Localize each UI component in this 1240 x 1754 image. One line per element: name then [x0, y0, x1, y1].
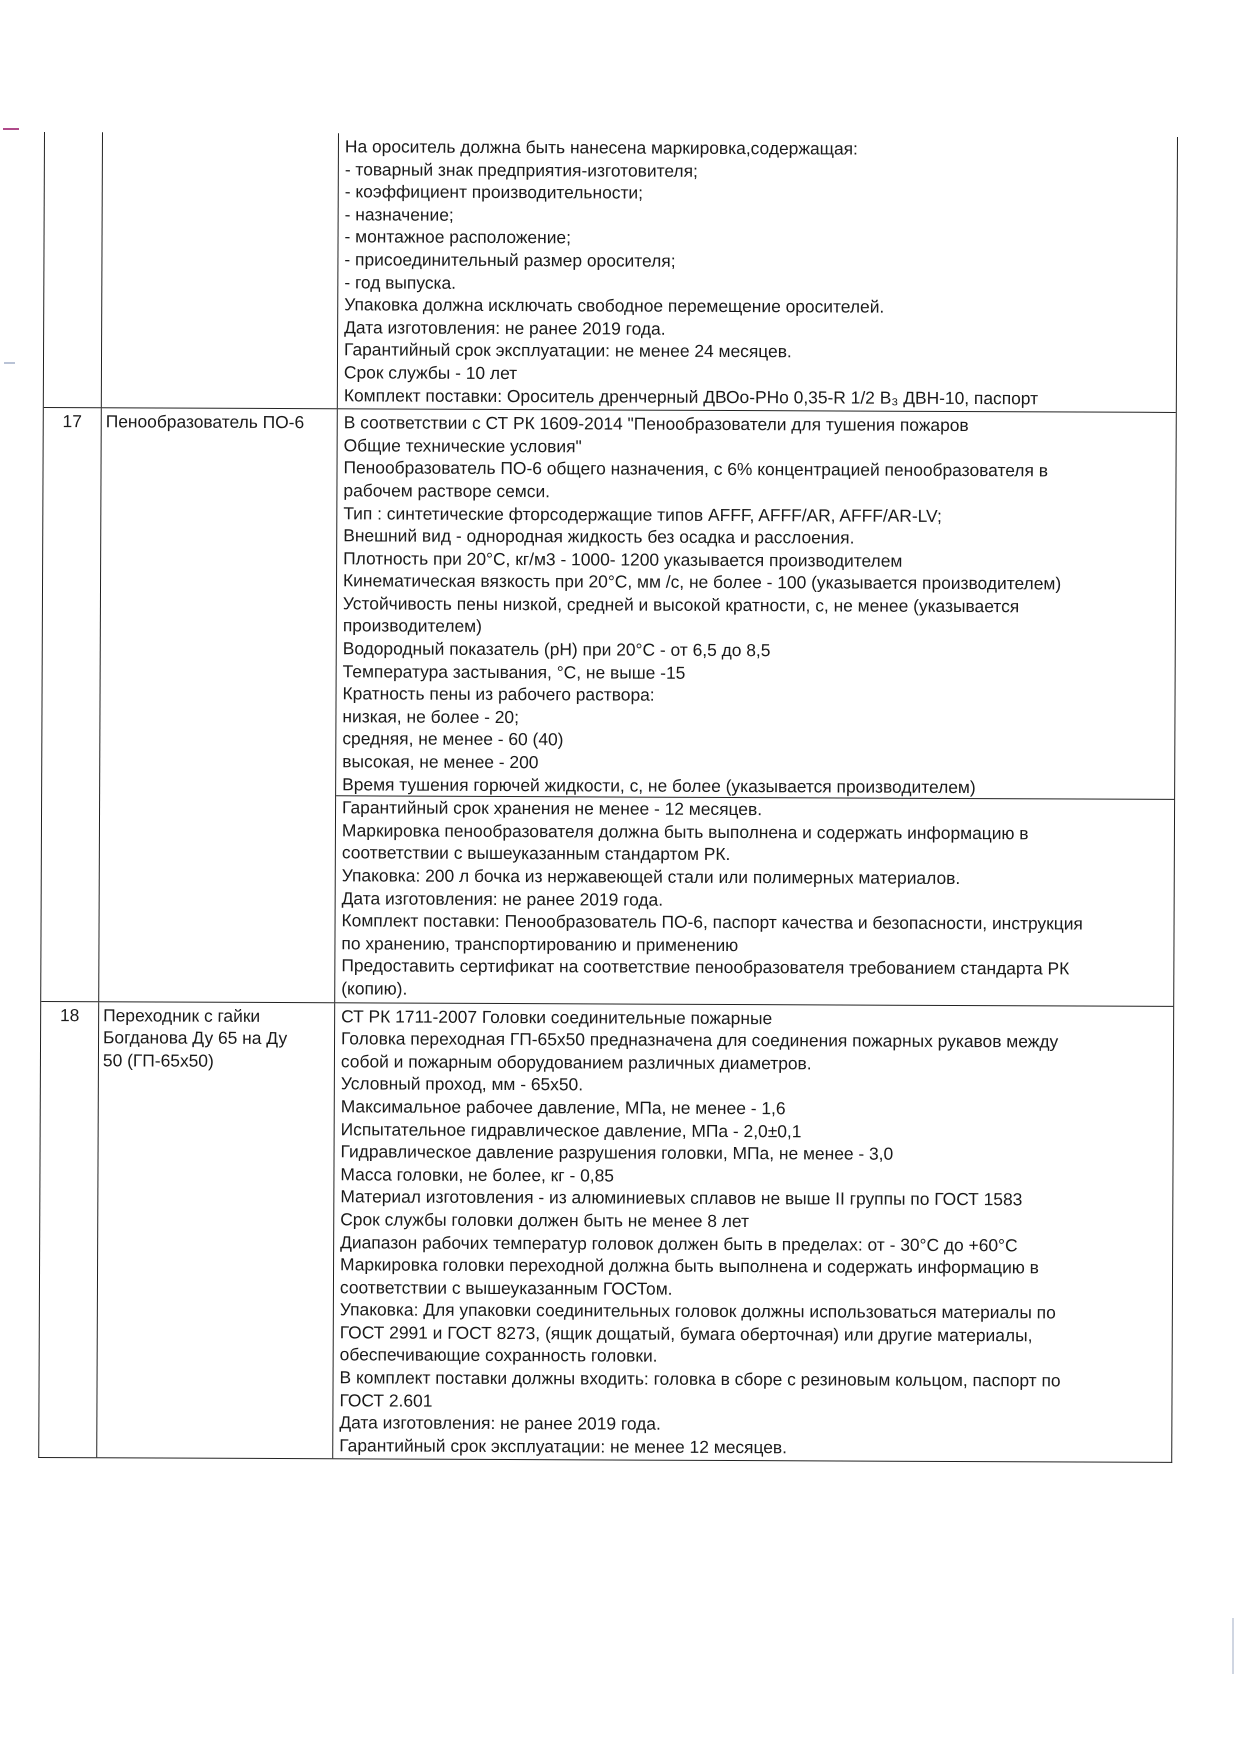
description-line: Головка переходная ГП-65х50 предназначена для соединения пожарных рукавов между [341, 1028, 1059, 1052]
item-name [102, 132, 339, 408]
description-line: ГОСТ 2991 и ГОСТ 8273, (ящик дощатый, бумага оберточная) или другие материалы, [339, 1322, 1033, 1346]
item-description [335, 409, 1176, 1005]
row-number: 17 [41, 408, 102, 1001]
description-line: Гидравлическое давление разрушения головки, МПа, не менее - 3,0 [340, 1141, 894, 1164]
table-row [39, 1001, 1173, 1463]
description-line: Масса головки, не более, кг - 0,85 [340, 1164, 615, 1186]
description-line: Диапазон рабочих температур головок должен быть в пределах: от - 30°С до +60°С [340, 1231, 1018, 1255]
item-name [97, 1002, 335, 1459]
description-line: Упаковка: 200 л бочка из нержавеющей стали или полимерных материалов. [341, 865, 961, 889]
description-line: Дата изготовления: не ранее 2019 года. [339, 1412, 661, 1434]
description-line: рабочем растворе семси. [343, 480, 551, 502]
item-name-line: Переходник с гайки [103, 1004, 261, 1026]
description-line: - коэффициент производительности; [344, 181, 644, 203]
item-name-line: Богданова Ду 65 на Ду [103, 1027, 288, 1049]
description-line: - присоединительный размер оросителя; [344, 249, 676, 271]
item-name-line: 50 (ГП-65х50) [102, 1050, 214, 1071]
table-row [44, 132, 1177, 412]
description-line: Срок службы головки должен быть не менее 8 лет [340, 1209, 750, 1231]
description-line: Условный проход, мм - 65х50. [340, 1073, 584, 1095]
table-row [41, 407, 1176, 1005]
description-line: - назначение; [344, 204, 454, 225]
description-line: Гарантийный срок эксплуатации: не менее 24 месяцев. [344, 339, 792, 362]
description-line: Упаковка: Для упаковки соединительных головок должны использоваться материалы по [339, 1299, 1056, 1323]
spec-table [38, 132, 1178, 1463]
description-line: Дата изготовления: не ранее 2019 года. [344, 317, 666, 339]
description-line: Кратность пены из рабочего раствора: [342, 683, 655, 705]
description-line: Максимальное рабочее давление, МПа, не менее - 1,6 [340, 1096, 786, 1119]
description-line: Устойчивость пены низкой, средней и высокой кратности, с, не менее (указывается [342, 593, 1020, 617]
item-description [338, 133, 1177, 412]
description-line: собой и пожарным оборудованием различных диаметров. [340, 1051, 812, 1074]
scan-mark [1232, 1618, 1234, 1674]
description-line: Комплект поставки: Ороситель дренчерный ДВОо-РНо 0,35-R 1/2 В₃ ДВН-10, паспорт [343, 384, 1039, 408]
row-number: 18 [39, 1002, 99, 1458]
description-line: Маркировка пенообразователя должна быть выполнена и содержать информацию в [341, 820, 1029, 844]
description-line: соответствии с вышеуказанным стандартом РК. [341, 842, 731, 865]
description-line: В комплект поставки должны входить: головка в сборе с резиновым кольцом, паспорт по [339, 1367, 1061, 1391]
description-line: Маркировка головки переходной должна быть выполнена и содержать информацию в [340, 1254, 1040, 1278]
item-name [99, 408, 338, 1001]
description-line: Тип : синтетические фторсодержащие типов AFFF, AFFF/AR, AFFF/AR-LV; [343, 502, 942, 526]
row-number [44, 132, 103, 407]
description-line: средняя, не менее - 60 (40) [342, 728, 564, 750]
description-line: Гарантийный срок хранения не менее - 12 месяцев. [342, 797, 763, 820]
description-line: Комплект поставки: Пенообразователь ПО-6, паспорт качества и безопасности, инструкция [341, 910, 1083, 934]
description-line: соответствии с вышеуказанным ГОСТом. [339, 1276, 673, 1299]
description-line: высокая, не менее - 200 [342, 751, 539, 773]
description-line: - товарный знак предприятия-изготовителя; [344, 158, 698, 181]
description-line: - год выпуска. [344, 271, 457, 293]
description-line: На ороситель должна быть нанесена маркировка,содержащая: [344, 136, 858, 159]
description-line: Испытательное гидравлическое давление, МПа - 2,0±0,1 [340, 1118, 802, 1141]
description-line: СТ РК 1711-2007 Головки соединительные пожарные [341, 1005, 773, 1028]
description-line: Температура застывания, °С, не выше -15 [342, 660, 686, 683]
description-line: Время тушения горючей жидкости, с, не более (указывается производителем) [342, 773, 976, 797]
description-line: Плотность при 20°С, кг/м3 - 1000- 1200 указывается производителем [343, 547, 903, 571]
description-line: Упаковка должна исключать свободное перемещение оросителей. [344, 294, 885, 317]
description-line: Водородный показатель (рН) при 20°С - от 6,5 до 8,5 [342, 638, 771, 661]
description-line: Материал изготовления - из алюминиевых сплавов не выше II группы по ГОСТ 1583 [340, 1186, 1023, 1210]
description-line: Дата изготовления: не ранее 2019 года. [341, 887, 664, 910]
description-line: низкая, не более - 20; [342, 706, 520, 727]
description-line: обеспечивающие сохранность головки. [339, 1344, 658, 1367]
description-line: по хранению, транспортированию и применению [341, 933, 739, 955]
description-line: производителем) [342, 615, 482, 637]
description-line: Кинематическая вязкость при 20°С, мм /с, не более - 100 (указывается производителем) [343, 570, 1062, 594]
description-line: Гарантийный срок эксплуатации: не менее 12 месяцев. [339, 1435, 788, 1458]
description-line: Общие технические условия" [343, 435, 582, 457]
description-line: В соответствии с СТ РК 1609-2014 "Пенообразователи для тушения пожаров [343, 412, 969, 436]
description-line: ГОСТ 2.601 [339, 1389, 433, 1411]
description-line: - монтажное расположение; [344, 226, 571, 248]
item-description [333, 1003, 1173, 1463]
description-line: Пенообразователь ПО-6 общего назначения, с 6% концентрацией пенообразователя в [343, 457, 1049, 481]
description-line: Предоставить сертификат на соответствие пенообразователя требованием стандарта РК [341, 955, 1070, 979]
scan-mark [3, 128, 19, 130]
scan-mark [4, 362, 15, 364]
description-line: (копию). [341, 978, 408, 999]
item-name-line: Пенообразователь ПО-6 [105, 411, 305, 433]
description-line: Срок службы - 10 лет [343, 362, 518, 384]
description-line: Внешний вид - однородная жидкость без осадка и расслоения. [343, 525, 855, 548]
